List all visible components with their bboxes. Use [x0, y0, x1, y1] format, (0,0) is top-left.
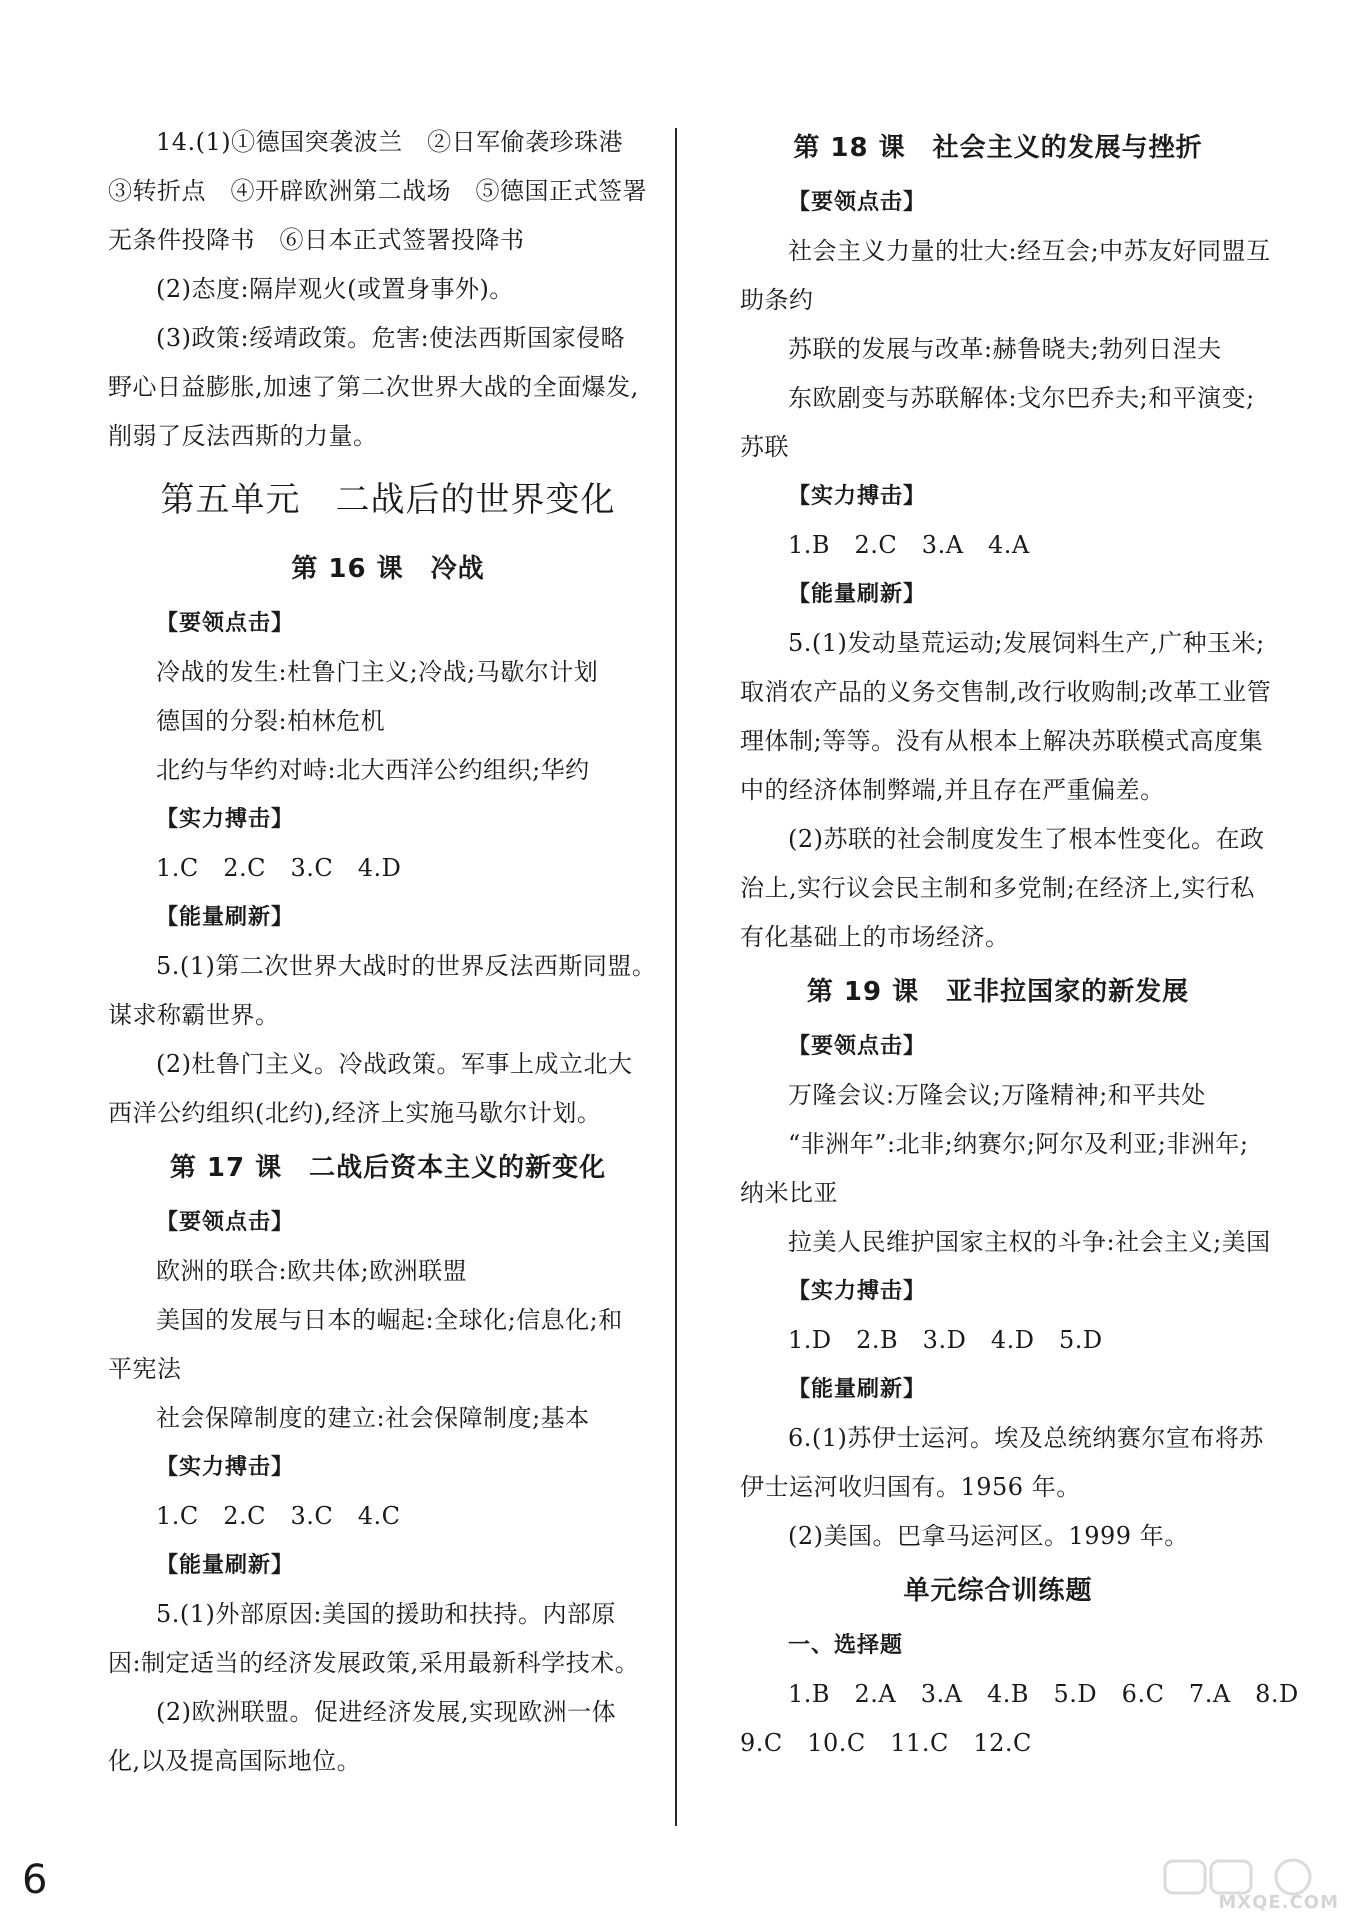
- q5-part1-cont: 中的经济体制弊端,并且存在严重偏差。: [740, 776, 1165, 804]
- section-extension: 【能量刷新】: [156, 1553, 295, 1578]
- lesson-16-title: 第 16 课 冷战: [291, 554, 485, 584]
- q6-part2: (2)美国。巴拿马运河区。1999 年。: [788, 1522, 1189, 1550]
- watermark-badge-icon: [1163, 1857, 1343, 1897]
- section-key-points: 【要领点击】: [156, 1210, 295, 1235]
- column-divider: [675, 128, 677, 1826]
- q14-part1-cont2: 无条件投降书 ⑥日本正式签署投降书: [108, 226, 525, 254]
- watermark-text: MXQE.COM: [1218, 1892, 1339, 1913]
- section-key-points: 【要领点击】: [788, 190, 927, 215]
- section-practice: 【实力搏击】: [156, 807, 295, 832]
- q5-part2: (2)苏联的社会制度发生了根本性变化。在政: [788, 825, 1265, 853]
- q5-part2: (2)欧洲联盟。促进经济发展,实现欧洲一体: [156, 1698, 617, 1726]
- q5-part2-cont: 治上,实行议会民主制和多党制;在经济上,实行私: [740, 874, 1255, 902]
- lesson-19-title: 第 19 课 亚非拉国家的新发展: [806, 977, 1190, 1007]
- unit-title: 第五单元 二战后的世界变化: [160, 480, 616, 520]
- section-extension: 【能量刷新】: [788, 1377, 927, 1402]
- review-answers-cont: 9.C 10.C 11.C 12.C: [740, 1729, 1032, 1757]
- practice-answers: 1.B 2.C 3.A 4.A: [788, 531, 1030, 559]
- q5-part2-cont: 化,以及提高国际地位。: [108, 1747, 362, 1775]
- q14-part1: 14.(1)①德国突袭波兰 ②日军偷袭珍珠港: [156, 128, 624, 156]
- q14-part3: (3)政策:绥靖政策。危害:使法西斯国家侵略: [156, 324, 626, 352]
- q5-part1: 5.(1)第二次世界大战时的世界反法西斯同盟。: [156, 952, 657, 980]
- key-point-cont: 苏联: [740, 433, 789, 461]
- key-point: 美国的发展与日本的崛起:全球化;信息化;和: [156, 1306, 623, 1334]
- section-practice: 【实力搏击】: [156, 1455, 295, 1480]
- key-point-cont: 平宪法: [108, 1355, 182, 1383]
- practice-answers: 1.C 2.C 3.C 4.C: [156, 1502, 401, 1530]
- key-point: 北约与华约对峙:北大西洋公约组织;华约: [156, 756, 590, 784]
- q5-part2-cont: 有化基础上的市场经济。: [740, 923, 1010, 951]
- q5-part1: 5.(1)发动垦荒运动;发展饲料生产,广种玉米;: [788, 629, 1265, 657]
- review-answers: 1.B 2.A 3.A 4.B 5.D 6.C 7.A 8.D: [788, 1680, 1299, 1708]
- section-practice: 【实力搏击】: [788, 1279, 927, 1304]
- q14-part1-cont: ③转折点 ④开辟欧洲第二战场 ⑤德国正式签署: [108, 177, 647, 205]
- q14-part3-cont: 野心日益膨胀,加速了第二次世界大战的全面爆发,: [108, 373, 639, 401]
- q6-part1: 6.(1)苏伊士运河。埃及总统纳赛尔宣布将苏: [788, 1424, 1264, 1452]
- key-point-cont: 助条约: [740, 286, 814, 314]
- unit-review-title: 单元综合训练题: [903, 1576, 1093, 1606]
- section-key-points: 【要领点击】: [788, 1034, 927, 1059]
- key-point: 德国的分裂:柏林危机: [156, 707, 386, 735]
- q5-part1-cont: 谋求称霸世界。: [108, 1001, 280, 1029]
- practice-answers: 1.C 2.C 3.C 4.D: [156, 854, 402, 882]
- key-point: 万隆会议:万隆会议;万隆精神;和平共处: [788, 1081, 1206, 1109]
- key-point: 苏联的发展与改革:赫鲁晓夫;勃列日涅夫: [788, 335, 1222, 363]
- key-point: 东欧剧变与苏联解体:戈尔巴乔夫;和平演变;: [788, 384, 1255, 412]
- section-key-points: 【要领点击】: [156, 611, 295, 636]
- key-point-cont: 纳米比亚: [740, 1179, 838, 1207]
- q5-part1-cont: 取消农产品的义务交售制,改行收购制;改革工业管: [740, 678, 1272, 706]
- key-point: 社会主义力量的壮大:经互会;中苏友好同盟互: [788, 237, 1271, 265]
- left-column: [108, 118, 668, 1786]
- q5-part1: 5.(1)外部原因:美国的援助和扶持。内部原: [156, 1600, 616, 1628]
- section-multiple-choice: 一、选择题: [788, 1633, 904, 1658]
- page-number: 6: [22, 1857, 48, 1903]
- q14-part3-cont2: 削弱了反法西斯的力量。: [108, 422, 378, 450]
- q14-part2: (2)态度:隔岸观火(或置身事外)。: [156, 275, 514, 303]
- lesson-18-title: 第 18 课 社会主义的发展与挫折: [793, 133, 1203, 163]
- section-extension: 【能量刷新】: [788, 582, 927, 607]
- key-point: 冷战的发生:杜鲁门主义;冷战;马歇尔计划: [156, 658, 599, 686]
- key-point: 欧洲的联合:欧共体;欧洲联盟: [156, 1257, 468, 1285]
- section-practice: 【实力搏击】: [788, 484, 927, 509]
- practice-answers: 1.D 2.B 3.D 4.D 5.D: [788, 1326, 1103, 1354]
- q5-part2-cont: 西洋公约组织(北约),经济上实施马歇尔计划。: [108, 1099, 602, 1127]
- q6-part1-cont: 伊士运河收归国有。1956 年。: [740, 1473, 1081, 1501]
- q5-part2: (2)杜鲁门主义。冷战政策。军事上成立北大: [156, 1050, 633, 1078]
- right-column: [740, 118, 1299, 1768]
- watermark-logo: [1163, 1857, 1343, 1913]
- q5-part1-cont: 理体制;等等。没有从根本上解决苏联模式高度集: [740, 727, 1264, 755]
- section-extension: 【能量刷新】: [156, 905, 295, 930]
- key-point: “非洲年”:北非;纳赛尔;阿尔及利亚;非洲年;: [788, 1130, 1249, 1158]
- lesson-17-title: 第 17 课 二战后资本主义的新变化: [169, 1153, 607, 1183]
- key-point: 拉美人民维护国家主权的斗争:社会主义;美国: [788, 1228, 1271, 1256]
- key-point: 社会保障制度的建立:社会保障制度;基本: [156, 1404, 590, 1432]
- q5-part1-cont: 因:制定适当的经济发展政策,采用最新科学技术。: [108, 1649, 640, 1677]
